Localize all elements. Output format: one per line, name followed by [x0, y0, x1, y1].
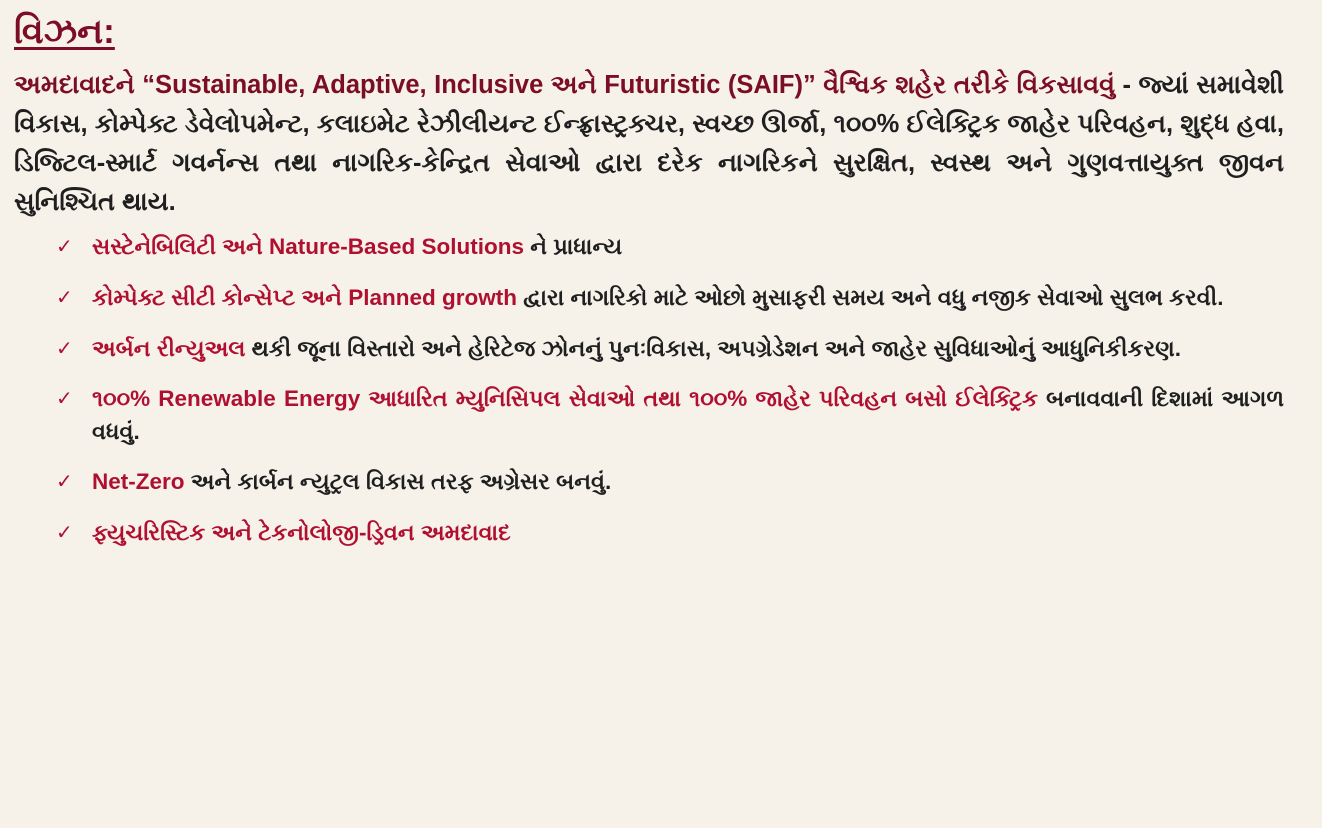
list-item-rest: બનાવવાની દિશામાં આગળ વધવું. — [92, 386, 1284, 444]
list-item-highlight: સસ્ટેનેબિલિટી અને Nature-Based Solutions — [92, 234, 525, 260]
check-icon: ✓ — [56, 236, 73, 259]
vision-statement — [14, 66, 1288, 221]
list-item — [56, 231, 1286, 264]
list-item — [56, 517, 1286, 550]
list-item-rest: ને પ્રાધાન્ય — [524, 234, 623, 260]
list-item-rest: અને કાર્બન ન્યુટ્રલ વિકાસ તરફ અગ્રેસર બનવું. — [184, 469, 612, 495]
list-item-highlight: ૧૦૦% Renewable Energy આધારિત મ્યુનિસિપલ સેવાઓ તથા ૧૦૦% જાહેર પરિવહન બસો ઈલેક્ટ્રિક — [92, 386, 1038, 412]
list-item — [56, 466, 1286, 499]
check-icon: ✓ — [56, 337, 73, 360]
list-item-rest: દ્વારા નાગરિકો માટે ઓછો મુસાફરી સમય અને વધુ નજીક સેવાઓ સુલભ કરવી. — [517, 284, 1224, 310]
vision-bullet-list — [14, 231, 1288, 549]
check-icon: ✓ — [56, 286, 73, 309]
list-item — [56, 333, 1286, 366]
list-item-highlight: અર્બન રીન્યુઅલ — [92, 335, 246, 361]
vision-statement-highlight: અમદાવાદને “Sustainable, Adaptive, Inclusive અને Futuristic (SAIF)” વૈશ્વિક શહેર તરીકે વિકસાવવું — [14, 71, 1115, 100]
vision-statement-rest: - જ્યાં સમાવેશી વિકાસ, કોમ્પેક્ટ ડેવેલોપમેન્ટ, કલાઇમેટ રેઝીલીયન્ટ ઈન્ફ્રાસ્ટ્રક્ચર, સ્વચ્છ ઊર્જા, ૧૦૦% ઈલેક્ટ્રિક જાહેર પરિવહન, શુદ્ધ હવા, ડિજ્ટિલ-સ્માર્ટ ગવર્નન્સ તથા નાગરિક-કેન્દ્રિત સેવાઓ દ્વારા દરેક નાગરિકને સુરક્ષિત, સ્વસ્થ અને ગુણવત્તાયુક્ત જીવન સુનિશ્ચિત થાય. — [14, 71, 1284, 216]
list-item-highlight: કોમ્પેક્ટ સીટી કોન્સેપ્ટ અને Planned growth — [92, 284, 517, 310]
list-item-highlight: Net-Zero — [92, 469, 185, 495]
list-item — [56, 282, 1286, 315]
list-item-rest: થકી જૂના વિસ્તારો અને હેરિટેજ ઝોનનું પુનઃવિકાસ, અપગ્રેડેશન અને જાહેર સુવિધાઓનું આધુનિકીકરણ. — [245, 335, 1181, 361]
check-icon: ✓ — [56, 388, 73, 411]
list-item-highlight: ફ્યુચરિસ્ટિક અને ટેકનોલોજી-ડ્રિવન અમદાવાદ — [92, 520, 511, 545]
list-item — [56, 383, 1286, 448]
check-icon: ✓ — [56, 471, 73, 494]
check-icon: ✓ — [56, 522, 73, 544]
page-title: વિઝન: — [14, 12, 115, 51]
